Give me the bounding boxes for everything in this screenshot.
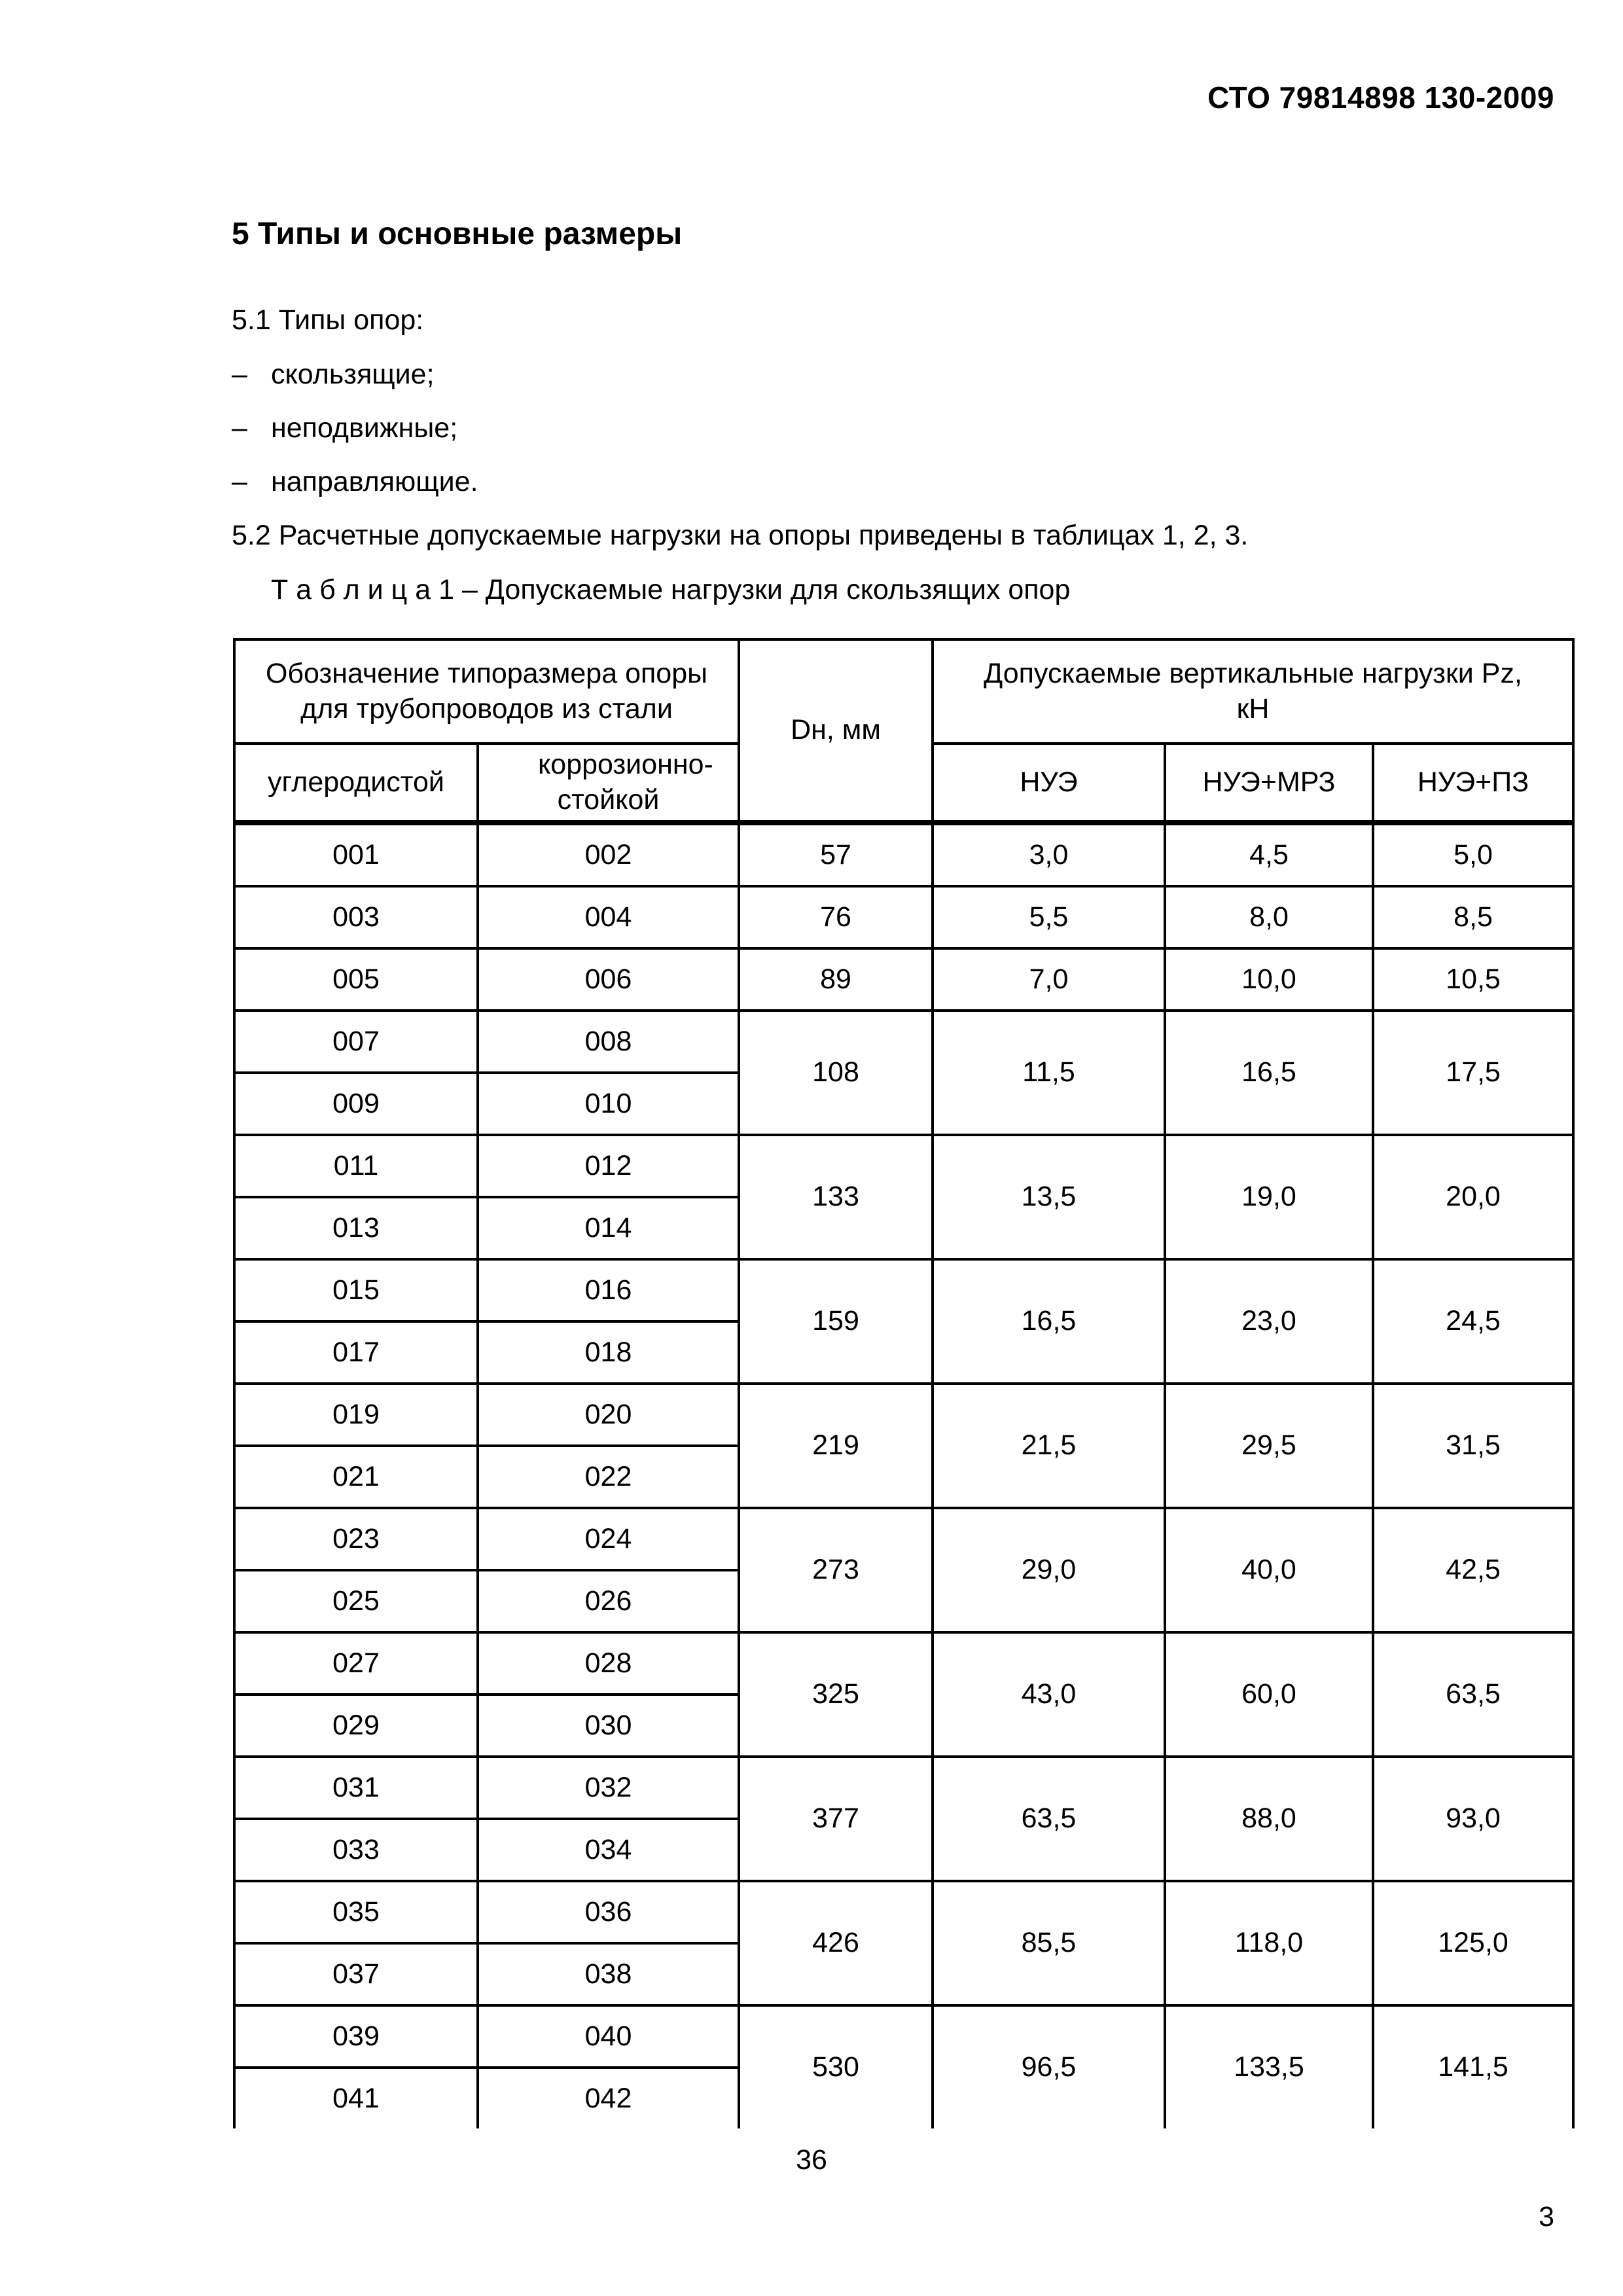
cell-corrosion-code: 010 [478,1073,739,1135]
cell-carbon-code: 007 [234,1011,478,1073]
table-row [234,886,1573,948]
cell-nue-pz: 10,5 [1373,948,1573,1011]
cell-corrosion-code: 034 [478,1819,739,1881]
cell-nue-mrz: 88,0 [1165,1757,1373,1881]
cell-nue-pz: 42,5 [1373,1508,1573,1632]
cell-carbon-code: 021 [234,1446,478,1508]
cell-nue-pz: 141,5 [1373,2005,1573,2128]
page-number: 3 [1539,2201,1554,2233]
cell-corrosion-code: 026 [478,1570,739,1632]
cell-carbon-code: 027 [234,1632,478,1695]
header-nue: НУЭ [933,744,1165,823]
header-designation: Обозначение типоразмера опоры для трубопроводов из стали [234,639,739,744]
cell-nue: 7,0 [933,948,1165,1011]
cell-carbon-code: 035 [234,1881,478,1943]
cell-corrosion-code: 032 [478,1757,739,1819]
table-row [234,1135,1573,1197]
cell-dn: 159 [739,1259,933,1384]
list-item-sliding [232,361,435,389]
cell-nue-mrz: 29,5 [1165,1384,1373,1508]
cell-nue: 11,5 [933,1011,1165,1135]
cell-nue: 5,5 [933,886,1165,948]
cell-corrosion-code: 012 [478,1135,739,1197]
cell-dn: 57 [739,823,933,886]
table-row [234,823,1573,886]
cell-carbon-code: 015 [234,1259,478,1321]
cell-dn: 530 [739,2005,933,2128]
cell-carbon-code: 025 [234,1570,478,1632]
cell-nue: 3,0 [933,823,1165,886]
cell-nue-pz: 125,0 [1373,1881,1573,2005]
cell-carbon-code: 001 [234,823,478,886]
cell-dn: 219 [739,1384,933,1508]
cell-corrosion-code: 006 [478,948,739,1011]
table-row [234,1011,1573,1073]
cell-dn: 377 [739,1757,933,1881]
cell-carbon-code: 011 [234,1135,478,1197]
list-dash: – [232,359,247,390]
cell-carbon-code: 031 [234,1757,478,1819]
cell-carbon-code: 009 [234,1073,478,1135]
list-item-text: направляющие. [271,466,478,497]
cell-corrosion-code: 030 [478,1695,739,1757]
cell-carbon-code: 033 [234,1819,478,1881]
cell-nue-pz: 20,0 [1373,1135,1573,1259]
cell-nue: 21,5 [933,1384,1165,1508]
table-row [234,2005,1573,2068]
cell-nue: 13,5 [933,1135,1165,1259]
cell-dn: 325 [739,1632,933,1757]
cell-carbon-code: 023 [234,1508,478,1570]
cell-carbon-code: 017 [234,1321,478,1384]
cell-carbon-code: 019 [234,1384,478,1446]
table-row [234,1259,1573,1321]
header-dn: Dн, мм [739,639,933,823]
cell-corrosion-code: 016 [478,1259,739,1321]
cell-corrosion-code: 024 [478,1508,739,1570]
header-corrosion-steel: коррозионно-стойкой [478,744,739,823]
table-caption: Т а б л и ц а 1 – Допускаемые нагрузки для скользящих опор [271,574,1071,605]
table-row [234,1384,1573,1446]
cell-dn: 426 [739,1881,933,2005]
list-item-guiding [232,468,478,496]
cell-nue-mrz: 60,0 [1165,1632,1373,1757]
cell-nue-pz: 31,5 [1373,1384,1573,1508]
cell-nue-pz: 93,0 [1373,1757,1573,1881]
list-dash: – [232,412,247,444]
header-loads: Допускаемые вертикальные нагрузки Pz, кН [933,639,1573,744]
cell-nue-mrz: 16,5 [1165,1011,1373,1135]
cell-corrosion-code: 028 [478,1632,739,1695]
list-item-fixed [232,414,457,442]
cell-corrosion-code: 042 [478,2068,739,2128]
cell-nue: 43,0 [933,1632,1165,1757]
cell-corrosion-code: 014 [478,1197,739,1259]
cell-nue-mrz: 4,5 [1165,823,1373,886]
list-item-text: скользящие; [271,359,435,390]
cell-nue-pz: 63,5 [1373,1632,1573,1757]
cell-nue-mrz: 19,0 [1165,1135,1373,1259]
cell-nue-mrz: 118,0 [1165,1881,1373,2005]
cell-nue-pz: 8,5 [1373,886,1573,948]
cell-corrosion-code: 036 [478,1881,739,1943]
paragraph-5-1: 5.1 Типы опор: [232,304,424,336]
table-row [234,1881,1573,1943]
cell-corrosion-code: 038 [478,1943,739,2005]
cell-carbon-code: 041 [234,2068,478,2128]
cell-dn: 108 [739,1011,933,1135]
section-title: 5 Типы и основные размеры [232,217,683,251]
cell-corrosion-code: 018 [478,1321,739,1384]
cell-dn: 273 [739,1508,933,1632]
cell-dn: 76 [739,886,933,948]
cell-carbon-code: 013 [234,1197,478,1259]
list-item-text: неподвижные; [271,412,458,444]
cell-nue-pz: 17,5 [1373,1011,1573,1135]
cell-corrosion-code: 022 [478,1446,739,1508]
cell-corrosion-code: 004 [478,886,739,948]
table-row [234,1632,1573,1695]
document-code: СТО 79814898 130-2009 [1207,81,1554,115]
cell-nue: 63,5 [933,1757,1165,1881]
cell-nue-mrz: 40,0 [1165,1508,1373,1632]
header-nue-mrz: НУЭ+МРЗ [1165,744,1373,823]
cell-nue: 96,5 [933,2005,1165,2128]
loads-table [233,638,1575,2128]
cell-carbon-code: 003 [234,886,478,948]
cell-nue-mrz: 23,0 [1165,1259,1373,1384]
cell-carbon-code: 005 [234,948,478,1011]
cell-corrosion-code: 002 [478,823,739,886]
cell-nue: 29,0 [933,1508,1165,1632]
table-row [234,1757,1573,1819]
table-row [234,948,1573,1011]
cell-corrosion-code: 040 [478,2005,739,2068]
cell-carbon-code: 039 [234,2005,478,2068]
cell-nue-mrz: 10,0 [1165,948,1373,1011]
cell-corrosion-code: 008 [478,1011,739,1073]
center-page-number: 36 [796,2144,827,2176]
cell-carbon-code: 037 [234,1943,478,2005]
cell-dn: 89 [739,948,933,1011]
cell-nue-pz: 5,0 [1373,823,1573,886]
cell-nue-mrz: 8,0 [1165,886,1373,948]
cell-nue-mrz: 133,5 [1165,2005,1373,2128]
paragraph-5-2: 5.2 Расчетные допускаемые нагрузки на опоры приведены в таблицах 1, 2, 3. [232,520,1249,551]
cell-nue-pz: 24,5 [1373,1259,1573,1384]
cell-nue: 16,5 [933,1259,1165,1384]
list-dash: – [232,466,247,497]
cell-carbon-code: 029 [234,1695,478,1757]
cell-nue: 85,5 [933,1881,1165,2005]
table-row [234,1508,1573,1570]
header-carbon-steel: углеродистой [234,744,478,823]
cell-corrosion-code: 020 [478,1384,739,1446]
cell-dn: 133 [739,1135,933,1259]
header-nue-pz: НУЭ+ПЗ [1373,744,1573,823]
